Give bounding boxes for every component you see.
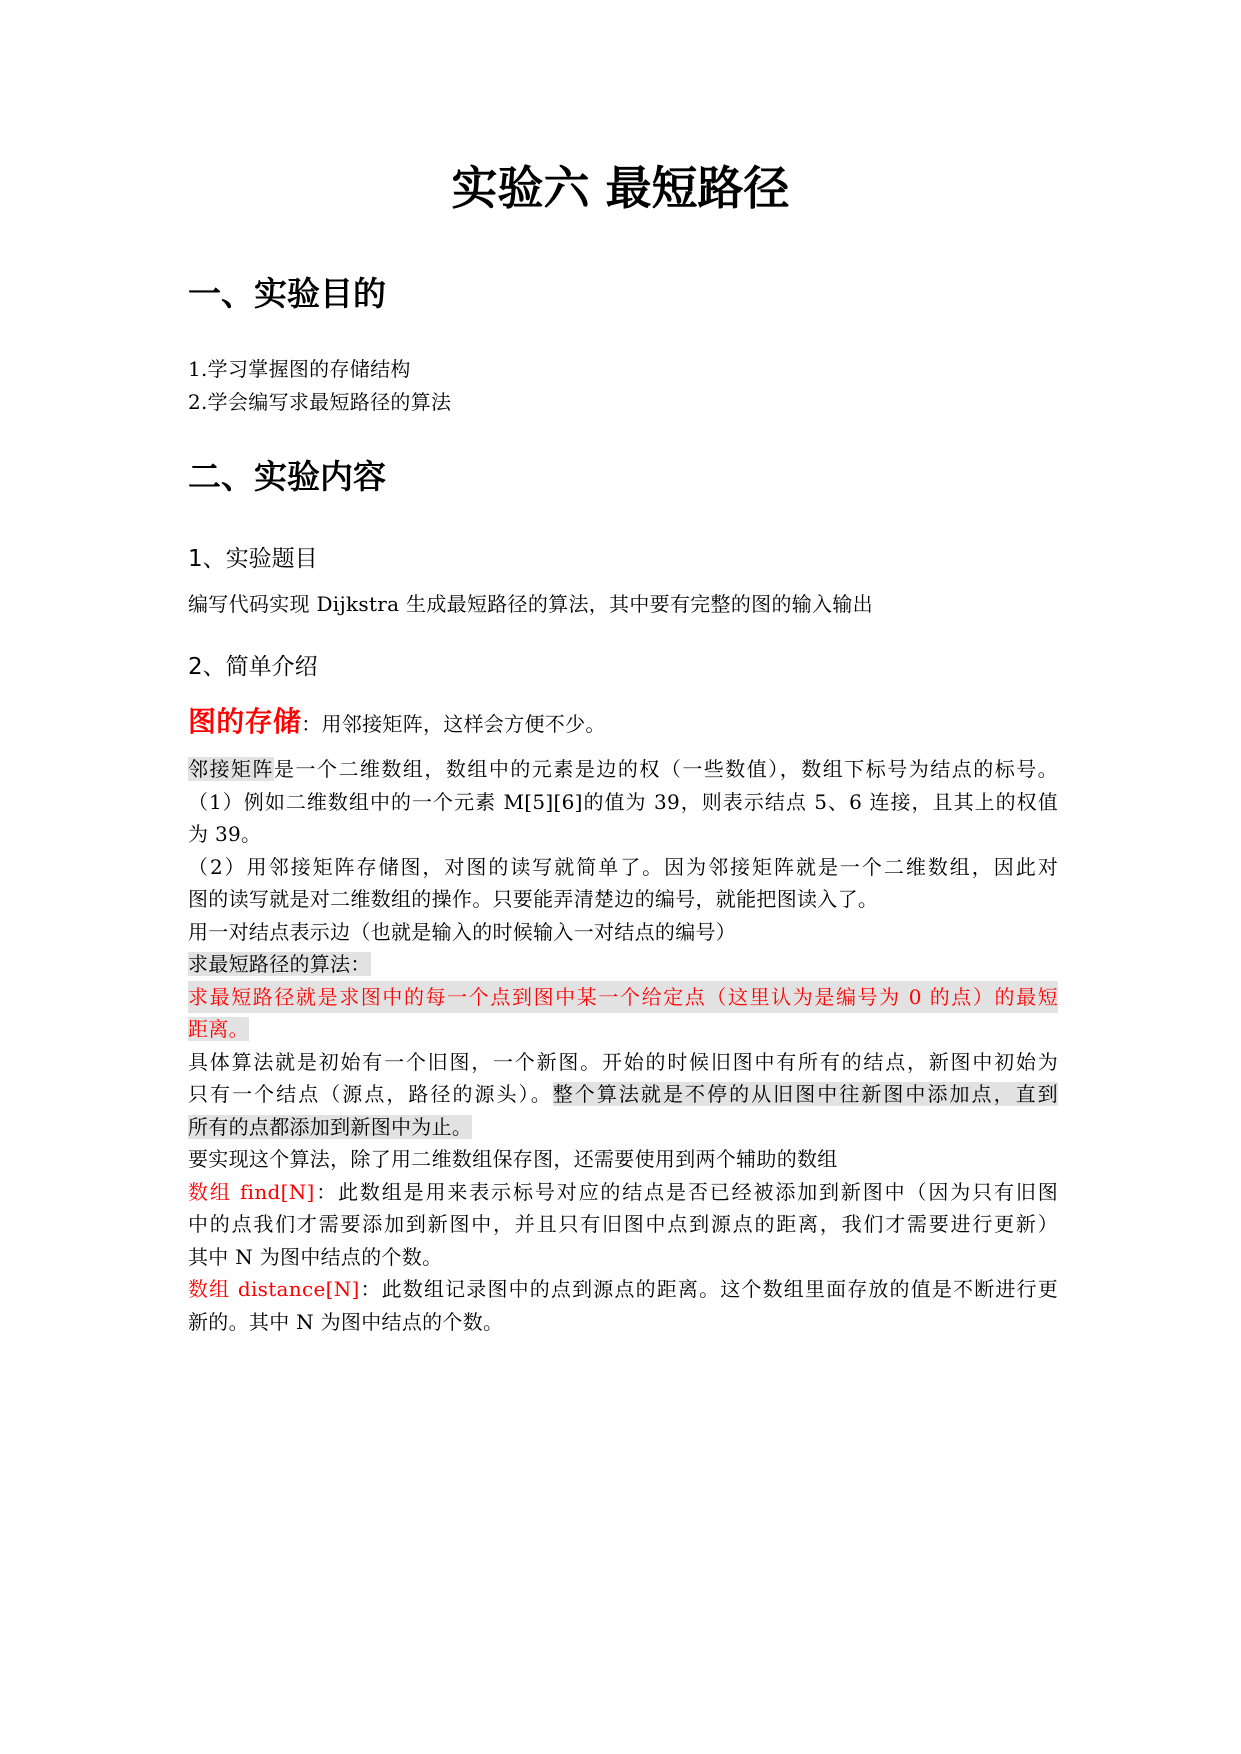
detail-line-c-wrap [188, 1111, 1058, 1144]
example1-line-b: 为 39。 [188, 822, 262, 846]
section-heading-content: 二、实验内容 [188, 457, 386, 496]
dist-line-a [188, 1273, 1058, 1306]
edge-line: 用一对结点表示边（也就是输入的时候输入一对结点的编号） [188, 919, 737, 944]
dist-line-b: 新的。其中 N 为图中结点的个数。 [188, 1309, 504, 1334]
dist-text-a: ：此数组记录图中的点到源点的距离。这个数组里面存放的值是不断进行更 [359, 1277, 1058, 1301]
detail-b-plain: 只有一个结点（源点，路径的源头）。 [188, 1082, 553, 1106]
adj-text: 是一个二维数组，数组中的元素是边的权（一些数值），数组下标号为结点的标号。 [273, 757, 1058, 781]
subsection-heading-topic: 1、实验题目 [188, 546, 318, 572]
page-title: 实验六 最短路径 [451, 161, 790, 215]
example2-line-b: 图的读写就是对二维数组的操作。只要能弄清楚边的编号，就能把图读入了。 [188, 887, 879, 911]
example1-line-a: （1）例如二维数组中的一个元素 M[5][6]的值为 39，则表示结点 5、6 连接，且其上的权值 [188, 789, 1058, 814]
example2-line-a: （2）用邻接矩阵存储图，对图的读写就简单了。因为邻接矩阵就是一个二维数组，因此对 [188, 854, 1058, 879]
storage-text: ：用邻接矩阵，这样会方便不少。 [301, 712, 606, 736]
detail-line-a: 具体算法就是初始有一个旧图，一个新图。开始的时候旧图中有所有的结点，新图中初始为 [188, 1049, 1058, 1074]
find-line-c: 其中 N 为图中结点的个数。 [188, 1244, 443, 1269]
purpose-item: 2.学会编写求最短路径的算法 [188, 389, 452, 414]
algo-def-line-b: 距离。 [188, 1017, 249, 1041]
subsection-heading-intro: 2、简单介绍 [188, 654, 318, 680]
storage-line [188, 706, 1058, 741]
algo-def-line-a: 求最短路径就是求图中的每一个点到图中某一个给定点（这里认为是编号为 0 的点）的最短 [188, 981, 1058, 1014]
find-label: 数组 find[N] [188, 1179, 315, 1204]
detail-line-b [188, 1078, 1058, 1111]
adj-line [188, 753, 1058, 786]
dist-label: 数组 distance[N] [188, 1277, 360, 1301]
algo-heading-line [188, 948, 1058, 981]
aux-line: 要实现这个算法，除了用二维数组保存图，还需要使用到两个辅助的数组 [188, 1147, 838, 1171]
find-text-a: ：此数组是用来表示标号对应的结点是否已经被添加到新图中（因为只有旧图 [314, 1179, 1058, 1204]
purpose-item: 1.学习掌握图的存储结构 [188, 357, 411, 381]
storage-paragraph [188, 706, 1058, 741]
topic-paragraph [188, 588, 1058, 621]
purpose-list [188, 353, 1058, 418]
algo-heading: 求最短路径的算法： [188, 952, 371, 976]
find-line-a [188, 1176, 1058, 1209]
detail-b-highlight: 整个算法就是不停的从旧图中往新图中添加点，直到 [552, 1082, 1058, 1106]
detail-line-c: 所有的点都添加到新图中为止。 [188, 1114, 473, 1139]
intro-body [188, 753, 1058, 1338]
storage-label: 图的存储 [188, 705, 302, 738]
algo-def-line-b-wrap [188, 1013, 1058, 1046]
find-line-b: 中的点我们才需要添加到新图中，并且只有旧图中点到源点的距离，我们才需要进行更新） [188, 1212, 1058, 1236]
section-heading-purpose: 一、实验目的 [188, 274, 386, 313]
adj-label: 邻接矩阵 [188, 757, 274, 781]
topic-text: 编写代码实现 Dijkstra 生成最短路径的算法，其中要有完整的图的输入输出 [188, 592, 873, 616]
